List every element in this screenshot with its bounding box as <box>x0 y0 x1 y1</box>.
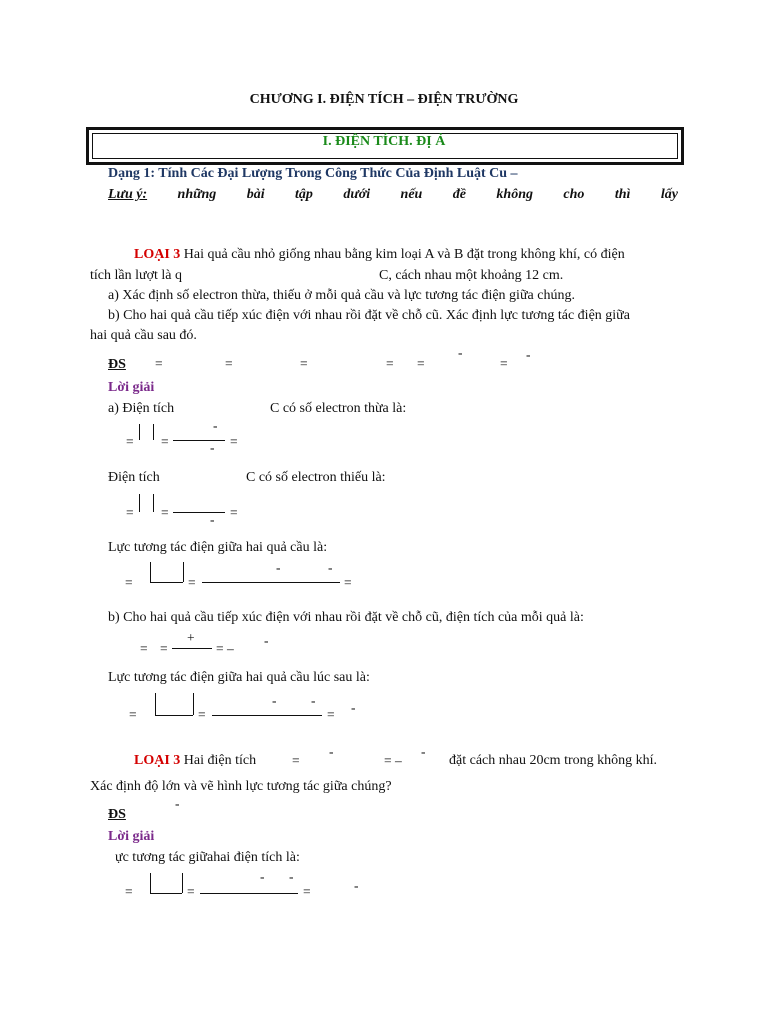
formula-eq: = <box>140 641 148 656</box>
note-word: bài <box>246 187 265 202</box>
solution-a2-line: Điện tích <box>108 470 160 485</box>
fraction-bar <box>150 893 182 894</box>
formula-exp: - <box>329 744 334 759</box>
formula-eq: = <box>125 884 133 899</box>
note-label: Lưu ý: <box>108 187 148 202</box>
formula-eq: = <box>160 641 168 656</box>
section-heading: I. ĐIỆN TÍCH. ĐỊ Ả <box>322 134 446 149</box>
formula-eq: = <box>161 434 169 449</box>
formula-eq: = <box>198 707 206 722</box>
formula-eq: = <box>327 707 335 722</box>
formula-eq: = <box>344 575 352 590</box>
note-word: không <box>496 187 533 202</box>
formula-eq-minus: = – <box>384 753 402 768</box>
answer-eq: = <box>300 356 308 371</box>
fraction-bar <box>173 440 225 441</box>
formula-eq: = <box>230 434 238 449</box>
problem1-part-a: a) Xác định số electron thừa, thiếu ở mỗi quả cầu và lực tương tác điện giữa chúng. <box>108 288 575 303</box>
problem1-line1 <box>134 247 625 263</box>
note-word: đề <box>452 187 466 202</box>
answer-eq: = <box>155 356 163 371</box>
note-word: thì <box>614 187 631 202</box>
solution-force-line: Lực tương tác điện giữa hai quả cầu là: <box>108 540 328 555</box>
solution-a-line-cont: C có số electron thừa là: <box>270 401 407 416</box>
solution-force-line: ực tương tác giữahai điện tích là: <box>115 850 300 865</box>
solution-label: Lời giải <box>108 380 155 395</box>
note-word: nếu <box>400 187 423 202</box>
formula-eq: = <box>126 434 134 449</box>
formula-plus: + <box>187 630 195 645</box>
fraction-bar <box>200 893 298 894</box>
note-word: lấy <box>660 187 678 202</box>
formula-exp: - <box>260 869 265 884</box>
problem1-tag: LOẠI 3 <box>134 247 181 262</box>
formula-exp: - <box>210 440 215 455</box>
formula-exp: - <box>272 693 277 708</box>
answer-label: ĐS <box>108 357 126 372</box>
formula-exp: - <box>351 700 356 715</box>
formula-exp: - <box>264 633 269 648</box>
solution-label: Lời giải <box>108 829 155 844</box>
problem2-text: Hai điện tích <box>180 753 257 768</box>
answer-exp: - <box>175 796 180 811</box>
solution-a-line: a) Điện tích <box>108 401 175 416</box>
problem1-text: Hai quả cầu nhỏ giống nhau bằng kim loại A và B đặt trong không khí, có điện <box>180 247 625 262</box>
abs-bar <box>150 562 151 582</box>
chapter-title: CHƯƠNG I. ĐIỆN TÍCH – ĐIỆN TRƯỜNG <box>249 92 519 107</box>
problem1-line2b: C, cách nhau một khoảng 12 cm. <box>379 268 564 283</box>
formula-eq: = <box>230 505 238 520</box>
problem1-line2a: tích lần lượt là q <box>90 268 182 283</box>
problem2-tag: LOẠI 3 <box>134 753 181 768</box>
fraction-bar <box>172 648 212 649</box>
formula-eq: = <box>129 707 137 722</box>
formula-exp: - <box>213 418 218 433</box>
abs-bar <box>139 494 140 512</box>
formula-eq-minus: = – <box>216 641 234 656</box>
formula-exp: - <box>276 560 281 575</box>
solution-force-after-line: Lực tương tác điện giữa hai quả cầu lúc sau là: <box>108 670 370 685</box>
problem1-part-b: b) Cho hai quả cầu tiếp xúc điện với nhau rồi đặt về chỗ cũ. Xác định lực tương tác điện giữa <box>108 308 630 323</box>
problem2-line1-cont: đặt cách nhau 20cm trong không khí. <box>449 753 658 768</box>
answer-exp: - <box>458 345 463 360</box>
answer-eq: = <box>225 356 233 371</box>
formula-eq: = <box>303 884 311 899</box>
formula-eq: = <box>188 575 196 590</box>
type-heading: Dạng 1: Tính Các Đại Lượng Trong Công Thức Của Định Luật Cu – <box>108 166 518 181</box>
abs-bar <box>139 424 140 440</box>
formula-exp: - <box>311 693 316 708</box>
problem2-line2: Xác định độ lớn và vẽ hình lực tương tác giữa chúng? <box>90 779 392 794</box>
note-line <box>108 187 678 203</box>
fraction-bar <box>150 582 183 583</box>
abs-bar <box>182 873 183 893</box>
formula-exp: - <box>210 512 215 527</box>
problem2-line1 <box>134 753 256 769</box>
formula-exp: - <box>328 560 333 575</box>
note-word: những <box>177 187 217 202</box>
note-word: dưới <box>343 187 371 202</box>
formula-exp: - <box>289 869 294 884</box>
problem1-part-b-cont: hai quả cầu sau đó. <box>90 328 197 343</box>
formula-eq: = <box>187 884 195 899</box>
fraction-bar <box>202 582 340 583</box>
answer-eq: = <box>500 356 508 371</box>
formula-exp: - <box>354 878 359 893</box>
abs-bar <box>193 693 194 715</box>
formula-exp: - <box>421 744 426 759</box>
formula-eq: = <box>292 753 300 768</box>
abs-bar <box>150 873 151 893</box>
formula-eq: = <box>161 505 169 520</box>
formula-eq: = <box>126 505 134 520</box>
answer-label: ĐS <box>108 807 126 822</box>
answer-exp: - <box>526 347 531 362</box>
abs-bar <box>183 562 184 582</box>
abs-bar <box>153 494 154 512</box>
answer-eq: = <box>417 356 425 371</box>
solution-b-line: b) Cho hai quả cầu tiếp xúc điện với nhau rồi đặt về chỗ cũ, điện tích của mỗi quả là: <box>108 610 584 625</box>
note-word: tập <box>295 187 313 202</box>
abs-bar <box>155 693 156 715</box>
answer-eq: = <box>386 356 394 371</box>
formula-eq: = <box>125 575 133 590</box>
abs-bar <box>153 424 154 440</box>
fraction-bar <box>173 512 225 513</box>
note-word: cho <box>563 187 585 202</box>
fraction-bar <box>212 715 322 716</box>
solution-a2-line-cont: C có số electron thiếu là: <box>246 470 386 485</box>
fraction-bar <box>155 715 193 716</box>
